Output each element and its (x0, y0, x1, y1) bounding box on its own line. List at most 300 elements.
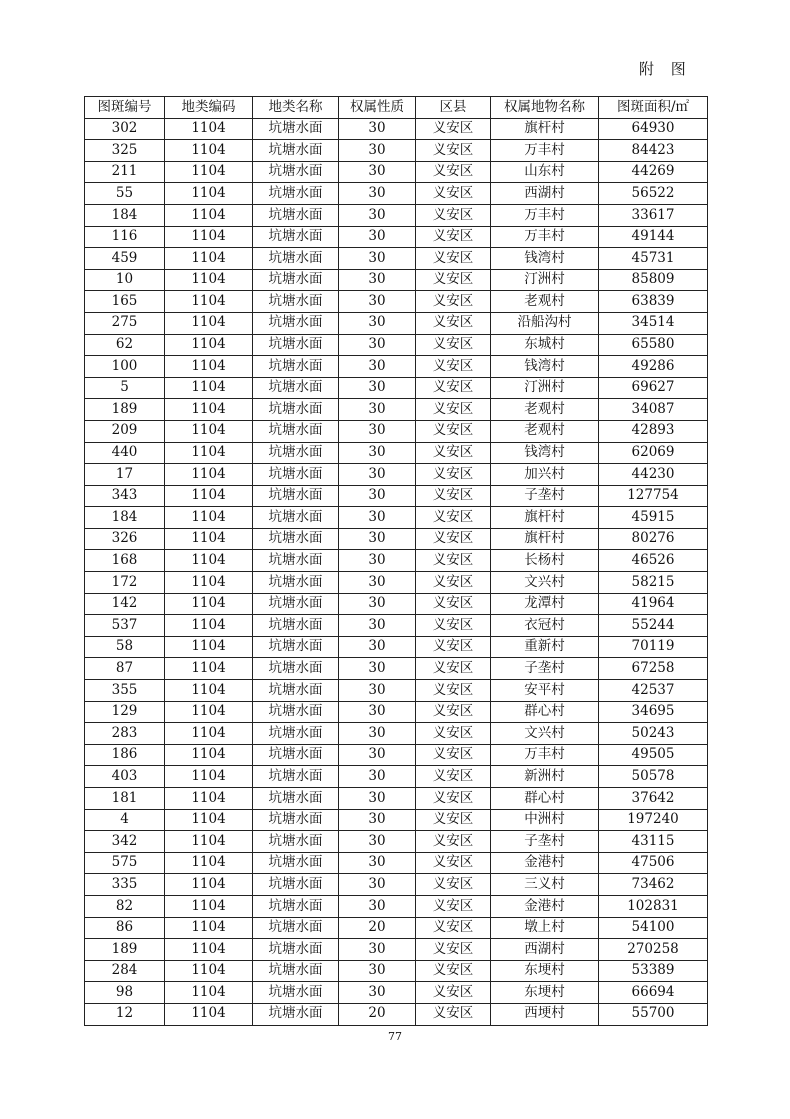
cell-land-type: 坑塘水面 (253, 269, 339, 291)
cell-ownership-type: 30 (339, 269, 416, 291)
cell-land-code: 1104 (165, 291, 253, 313)
cell-district: 义安区 (416, 485, 491, 507)
cell-area: 85809 (599, 269, 708, 291)
cell-district: 义安区 (416, 658, 491, 680)
cell-parcel-id: 168 (85, 550, 165, 572)
table-row (85, 485, 708, 507)
cell-area: 45731 (599, 248, 708, 270)
cell-owner-name: 重新村 (491, 636, 599, 658)
cell-area: 41964 (599, 593, 708, 615)
cell-land-type: 坑塘水面 (253, 723, 339, 745)
cell-district: 义安区 (416, 420, 491, 442)
cell-parcel-id: 335 (85, 874, 165, 896)
cell-owner-name: 山东村 (491, 161, 599, 183)
cell-area: 34695 (599, 701, 708, 723)
cell-ownership-type: 30 (339, 766, 416, 788)
cell-owner-name: 子垄村 (491, 485, 599, 507)
cell-land-code: 1104 (165, 744, 253, 766)
cell-owner-name: 群心村 (491, 788, 599, 810)
cell-ownership-type: 30 (339, 723, 416, 745)
cell-land-type: 坑塘水面 (253, 377, 339, 399)
table-row (85, 788, 708, 810)
cell-land-code: 1104 (165, 680, 253, 702)
table-row (85, 420, 708, 442)
cell-owner-name: 安平村 (491, 680, 599, 702)
cell-land-code: 1104 (165, 939, 253, 961)
cell-ownership-type: 30 (339, 680, 416, 702)
table-row (85, 312, 708, 334)
cell-parcel-id: 209 (85, 420, 165, 442)
cell-area: 43115 (599, 831, 708, 853)
cell-land-code: 1104 (165, 809, 253, 831)
cell-land-code: 1104 (165, 356, 253, 378)
cell-area: 42537 (599, 680, 708, 702)
table-row (85, 248, 708, 270)
cell-ownership-type: 30 (339, 420, 416, 442)
cell-ownership-type: 30 (339, 831, 416, 853)
cell-land-type: 坑塘水面 (253, 442, 339, 464)
cell-parcel-id: 186 (85, 744, 165, 766)
cell-parcel-id: 172 (85, 572, 165, 594)
column-header-district: 区县 (416, 97, 491, 119)
table-row (85, 226, 708, 248)
cell-land-code: 1104 (165, 420, 253, 442)
cell-owner-name: 衣冠村 (491, 615, 599, 637)
cell-district: 义安区 (416, 917, 491, 939)
cell-ownership-type: 30 (339, 788, 416, 810)
cell-district: 义安区 (416, 312, 491, 334)
cell-land-code: 1104 (165, 831, 253, 853)
cell-ownership-type: 30 (339, 701, 416, 723)
cell-district: 义安区 (416, 204, 491, 226)
cell-owner-name: 汀洲村 (491, 377, 599, 399)
cell-land-code: 1104 (165, 442, 253, 464)
cell-district: 义安区 (416, 399, 491, 421)
cell-parcel-id: 284 (85, 960, 165, 982)
cell-area: 44269 (599, 161, 708, 183)
table-row (85, 269, 708, 291)
cell-parcel-id: 4 (85, 809, 165, 831)
cell-owner-name: 墩上村 (491, 917, 599, 939)
cell-ownership-type: 30 (339, 744, 416, 766)
cell-land-code: 1104 (165, 960, 253, 982)
cell-parcel-id: 537 (85, 615, 165, 637)
cell-ownership-type: 30 (339, 312, 416, 334)
cell-land-code: 1104 (165, 248, 253, 270)
cell-area: 67258 (599, 658, 708, 680)
cell-parcel-id: 343 (85, 485, 165, 507)
cell-parcel-id: 302 (85, 118, 165, 140)
cell-parcel-id: 184 (85, 204, 165, 226)
cell-district: 义安区 (416, 744, 491, 766)
cell-owner-name: 钱湾村 (491, 248, 599, 270)
cell-area: 53389 (599, 960, 708, 982)
cell-ownership-type: 30 (339, 615, 416, 637)
cell-district: 义安区 (416, 248, 491, 270)
cell-district: 义安区 (416, 701, 491, 723)
cell-land-type: 坑塘水面 (253, 356, 339, 378)
cell-land-type: 坑塘水面 (253, 226, 339, 248)
cell-land-type: 坑塘水面 (253, 485, 339, 507)
cell-parcel-id: 100 (85, 356, 165, 378)
cell-owner-name: 老观村 (491, 420, 599, 442)
table-row (85, 572, 708, 594)
cell-area: 84423 (599, 140, 708, 162)
cell-owner-name: 文兴村 (491, 572, 599, 594)
cell-area: 73462 (599, 874, 708, 896)
cell-land-code: 1104 (165, 852, 253, 874)
cell-land-type: 坑塘水面 (253, 917, 339, 939)
cell-land-code: 1104 (165, 593, 253, 615)
cell-parcel-id: 355 (85, 680, 165, 702)
cell-area: 45915 (599, 507, 708, 529)
cell-land-code: 1104 (165, 636, 253, 658)
cell-land-type: 坑塘水面 (253, 895, 339, 917)
cell-ownership-type: 30 (339, 939, 416, 961)
cell-parcel-id: 116 (85, 226, 165, 248)
cell-land-type: 坑塘水面 (253, 852, 339, 874)
column-header-owner-name: 权属地物名称 (491, 97, 599, 119)
table-row (85, 464, 708, 486)
cell-land-type: 坑塘水面 (253, 248, 339, 270)
cell-area: 102831 (599, 895, 708, 917)
cell-land-type: 坑塘水面 (253, 183, 339, 205)
cell-district: 义安区 (416, 1003, 491, 1025)
cell-owner-name: 汀洲村 (491, 269, 599, 291)
cell-land-code: 1104 (165, 507, 253, 529)
cell-ownership-type: 30 (339, 183, 416, 205)
cell-land-code: 1104 (165, 550, 253, 572)
cell-ownership-type: 30 (339, 334, 416, 356)
cell-owner-name: 万丰村 (491, 744, 599, 766)
cell-land-type: 坑塘水面 (253, 831, 339, 853)
cell-land-code: 1104 (165, 658, 253, 680)
cell-land-type: 坑塘水面 (253, 420, 339, 442)
cell-district: 义安区 (416, 442, 491, 464)
cell-area: 270258 (599, 939, 708, 961)
cell-ownership-type: 30 (339, 204, 416, 226)
cell-district: 义安区 (416, 507, 491, 529)
cell-owner-name: 长杨村 (491, 550, 599, 572)
cell-area: 69627 (599, 377, 708, 399)
cell-owner-name: 群心村 (491, 701, 599, 723)
cell-ownership-type: 30 (339, 291, 416, 313)
cell-parcel-id: 82 (85, 895, 165, 917)
cell-ownership-type: 30 (339, 572, 416, 594)
cell-area: 62069 (599, 442, 708, 464)
cell-area: 49286 (599, 356, 708, 378)
table-row (85, 1003, 708, 1025)
cell-land-code: 1104 (165, 377, 253, 399)
cell-land-type: 坑塘水面 (253, 636, 339, 658)
cell-area: 33617 (599, 204, 708, 226)
cell-land-type: 坑塘水面 (253, 528, 339, 550)
table-row (85, 356, 708, 378)
cell-parcel-id: 189 (85, 939, 165, 961)
cell-owner-name: 老观村 (491, 399, 599, 421)
table-row (85, 960, 708, 982)
cell-area: 70119 (599, 636, 708, 658)
cell-owner-name: 东埂村 (491, 960, 599, 982)
cell-owner-name: 文兴村 (491, 723, 599, 745)
cell-land-code: 1104 (165, 572, 253, 594)
column-header-land-code: 地类编码 (165, 97, 253, 119)
cell-district: 义安区 (416, 356, 491, 378)
cell-ownership-type: 30 (339, 550, 416, 572)
cell-owner-name: 钱湾村 (491, 442, 599, 464)
cell-district: 义安区 (416, 528, 491, 550)
cell-district: 义安区 (416, 572, 491, 594)
cell-district: 义安区 (416, 895, 491, 917)
cell-land-code: 1104 (165, 183, 253, 205)
cell-owner-name: 三义村 (491, 874, 599, 896)
cell-ownership-type: 30 (339, 528, 416, 550)
cell-area: 197240 (599, 809, 708, 831)
cell-land-code: 1104 (165, 874, 253, 896)
cell-area: 50243 (599, 723, 708, 745)
cell-area: 64930 (599, 118, 708, 140)
cell-parcel-id: 98 (85, 982, 165, 1004)
cell-ownership-type: 30 (339, 248, 416, 270)
page-number: 77 (388, 1030, 402, 1043)
cell-land-type: 坑塘水面 (253, 615, 339, 637)
table-row (85, 809, 708, 831)
cell-land-code: 1104 (165, 917, 253, 939)
cell-owner-name: 龙潭村 (491, 593, 599, 615)
cell-land-type: 坑塘水面 (253, 701, 339, 723)
cell-district: 义安区 (416, 291, 491, 313)
table-row (85, 766, 708, 788)
cell-area: 49144 (599, 226, 708, 248)
table-row (85, 658, 708, 680)
cell-owner-name: 万丰村 (491, 226, 599, 248)
table-row (85, 636, 708, 658)
table-row (85, 118, 708, 140)
cell-parcel-id: 326 (85, 528, 165, 550)
cell-area: 50578 (599, 766, 708, 788)
cell-district: 义安区 (416, 377, 491, 399)
cell-land-type: 坑塘水面 (253, 874, 339, 896)
cell-parcel-id: 440 (85, 442, 165, 464)
cell-ownership-type: 30 (339, 982, 416, 1004)
table-body (85, 118, 708, 1025)
land-parcel-table (84, 96, 708, 1026)
cell-land-code: 1104 (165, 118, 253, 140)
cell-ownership-type: 20 (339, 917, 416, 939)
cell-area: 55244 (599, 615, 708, 637)
cell-land-code: 1104 (165, 788, 253, 810)
cell-land-type: 坑塘水面 (253, 939, 339, 961)
cell-land-code: 1104 (165, 161, 253, 183)
cell-land-code: 1104 (165, 464, 253, 486)
cell-owner-name: 子垄村 (491, 658, 599, 680)
cell-district: 义安区 (416, 615, 491, 637)
cell-area: 55700 (599, 1003, 708, 1025)
cell-district: 义安区 (416, 960, 491, 982)
cell-ownership-type: 30 (339, 658, 416, 680)
column-header-area: 图斑面积/㎡ (599, 97, 708, 119)
table-row (85, 334, 708, 356)
cell-parcel-id: 142 (85, 593, 165, 615)
cell-land-type: 坑塘水面 (253, 658, 339, 680)
cell-district: 义安区 (416, 183, 491, 205)
cell-owner-name: 西湖村 (491, 183, 599, 205)
cell-land-code: 1104 (165, 723, 253, 745)
cell-district: 义安区 (416, 334, 491, 356)
cell-parcel-id: 459 (85, 248, 165, 270)
cell-district: 义安区 (416, 464, 491, 486)
cell-owner-name: 新洲村 (491, 766, 599, 788)
cell-area: 58215 (599, 572, 708, 594)
table-row (85, 204, 708, 226)
cell-land-code: 1104 (165, 982, 253, 1004)
table-row (85, 377, 708, 399)
cell-area: 127754 (599, 485, 708, 507)
cell-parcel-id: 325 (85, 140, 165, 162)
table-row (85, 161, 708, 183)
cell-parcel-id: 12 (85, 1003, 165, 1025)
cell-parcel-id: 181 (85, 788, 165, 810)
table-row (85, 615, 708, 637)
cell-land-code: 1104 (165, 766, 253, 788)
cell-land-type: 坑塘水面 (253, 744, 339, 766)
cell-ownership-type: 30 (339, 356, 416, 378)
cell-district: 义安区 (416, 226, 491, 248)
cell-owner-name: 旗杆村 (491, 507, 599, 529)
cell-owner-name: 沿船沟村 (491, 312, 599, 334)
table-row (85, 831, 708, 853)
cell-area: 34087 (599, 399, 708, 421)
cell-area: 34514 (599, 312, 708, 334)
cell-land-code: 1104 (165, 485, 253, 507)
cell-land-type: 坑塘水面 (253, 982, 339, 1004)
cell-area: 63839 (599, 291, 708, 313)
cell-land-type: 坑塘水面 (253, 960, 339, 982)
cell-land-code: 1104 (165, 701, 253, 723)
cell-owner-name: 万丰村 (491, 204, 599, 226)
table-row (85, 593, 708, 615)
cell-land-type: 坑塘水面 (253, 464, 339, 486)
table-row (85, 895, 708, 917)
table-header-row (85, 97, 708, 119)
table-row (85, 680, 708, 702)
cell-land-type: 坑塘水面 (253, 291, 339, 313)
cell-owner-name: 钱湾村 (491, 356, 599, 378)
table-row (85, 874, 708, 896)
cell-ownership-type: 30 (339, 960, 416, 982)
table-row (85, 442, 708, 464)
cell-ownership-type: 30 (339, 852, 416, 874)
cell-land-type: 坑塘水面 (253, 204, 339, 226)
cell-owner-name: 东埂村 (491, 982, 599, 1004)
cell-land-type: 坑塘水面 (253, 118, 339, 140)
cell-parcel-id: 62 (85, 334, 165, 356)
cell-owner-name: 金港村 (491, 895, 599, 917)
cell-district: 义安区 (416, 680, 491, 702)
cell-ownership-type: 30 (339, 636, 416, 658)
cell-land-code: 1104 (165, 226, 253, 248)
table-row (85, 744, 708, 766)
table-row (85, 982, 708, 1004)
cell-ownership-type: 30 (339, 485, 416, 507)
cell-land-type: 坑塘水面 (253, 334, 339, 356)
cell-area: 42893 (599, 420, 708, 442)
cell-parcel-id: 283 (85, 723, 165, 745)
cell-owner-name: 西埂村 (491, 1003, 599, 1025)
cell-area: 37642 (599, 788, 708, 810)
cell-parcel-id: 165 (85, 291, 165, 313)
table-row (85, 701, 708, 723)
cell-owner-name: 子垄村 (491, 831, 599, 853)
table-row (85, 528, 708, 550)
cell-ownership-type: 30 (339, 809, 416, 831)
cell-parcel-id: 58 (85, 636, 165, 658)
cell-land-type: 坑塘水面 (253, 140, 339, 162)
cell-land-code: 1104 (165, 615, 253, 637)
cell-owner-name: 西湖村 (491, 939, 599, 961)
cell-land-type: 坑塘水面 (253, 572, 339, 594)
cell-parcel-id: 10 (85, 269, 165, 291)
table-row (85, 399, 708, 421)
cell-district: 义安区 (416, 269, 491, 291)
cell-district: 义安区 (416, 982, 491, 1004)
cell-owner-name: 旗杆村 (491, 528, 599, 550)
cell-land-code: 1104 (165, 204, 253, 226)
cell-ownership-type: 30 (339, 226, 416, 248)
cell-parcel-id: 342 (85, 831, 165, 853)
cell-parcel-id: 86 (85, 917, 165, 939)
cell-parcel-id: 87 (85, 658, 165, 680)
cell-owner-name: 东城村 (491, 334, 599, 356)
cell-owner-name: 加兴村 (491, 464, 599, 486)
cell-owner-name: 中洲村 (491, 809, 599, 831)
cell-parcel-id: 17 (85, 464, 165, 486)
cell-land-code: 1104 (165, 312, 253, 334)
cell-district: 义安区 (416, 161, 491, 183)
cell-area: 66694 (599, 982, 708, 1004)
cell-ownership-type: 30 (339, 140, 416, 162)
cell-land-code: 1104 (165, 399, 253, 421)
cell-ownership-type: 30 (339, 161, 416, 183)
table-row (85, 507, 708, 529)
cell-area: 80276 (599, 528, 708, 550)
column-header-parcel-id: 图斑编号 (85, 97, 165, 119)
cell-district: 义安区 (416, 852, 491, 874)
cell-district: 义安区 (416, 874, 491, 896)
cell-parcel-id: 575 (85, 852, 165, 874)
cell-land-type: 坑塘水面 (253, 809, 339, 831)
cell-land-type: 坑塘水面 (253, 788, 339, 810)
cell-land-type: 坑塘水面 (253, 593, 339, 615)
cell-parcel-id: 189 (85, 399, 165, 421)
table-row (85, 183, 708, 205)
cell-area: 54100 (599, 917, 708, 939)
cell-area: 56522 (599, 183, 708, 205)
cell-area: 47506 (599, 852, 708, 874)
cell-district: 义安区 (416, 550, 491, 572)
cell-land-code: 1104 (165, 334, 253, 356)
cell-ownership-type: 30 (339, 507, 416, 529)
cell-district: 义安区 (416, 636, 491, 658)
cell-district: 义安区 (416, 140, 491, 162)
cell-owner-name: 老观村 (491, 291, 599, 313)
column-header-ownership-type: 权属性质 (339, 97, 416, 119)
cell-land-code: 1104 (165, 140, 253, 162)
cell-area: 49505 (599, 744, 708, 766)
cell-district: 义安区 (416, 593, 491, 615)
cell-parcel-id: 184 (85, 507, 165, 529)
cell-land-type: 坑塘水面 (253, 1003, 339, 1025)
